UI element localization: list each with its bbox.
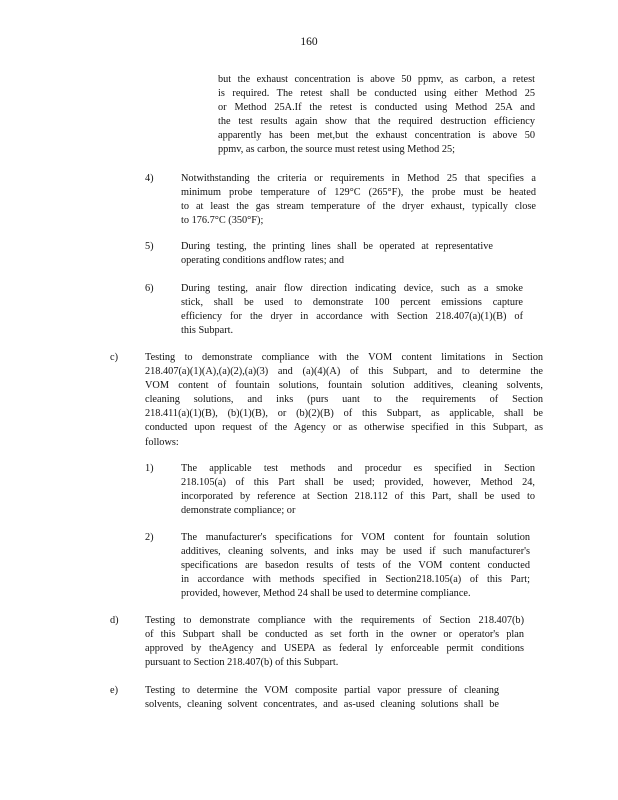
text-line: specifications are basedon results of tests of the VOM content conducted xyxy=(181,560,530,572)
item-paragraph xyxy=(181,531,530,601)
text-line: additives, cleaning solvents, and inks may be used if such manufacturer's xyxy=(181,546,530,558)
text-line: but the exhaust concentration is above 50 ppmv, as carbon, a retest xyxy=(218,74,535,85)
text-line: The applicable test methods and procedur es specified in Section xyxy=(181,463,535,474)
text-line: 218.407(a)(1)(A),(a)(2),(a)(3) and (a)(4)(A) of this Subpart, and to determine the xyxy=(145,366,543,378)
item-label: 5) xyxy=(145,241,154,252)
text-line: operating conditions andflow rates; and xyxy=(181,255,344,267)
item-label: 6) xyxy=(145,283,154,294)
continuation-paragraph xyxy=(218,73,535,158)
item-paragraph xyxy=(181,172,536,228)
item-label: 1) xyxy=(145,463,154,474)
text-line: efficiency for the dryer in accordance with Section 218.407(a)(1)(B) of xyxy=(181,311,523,323)
text-line: During testing, the printing lines shall be operated at representative xyxy=(181,241,493,252)
text-line: or Method 25A.If the retest is conducted using Method 25A and xyxy=(218,102,535,114)
text-line: During testing, anair flow direction indicating device, such as a smoke xyxy=(181,283,523,294)
text-line: minimum probe temperature of 129°C (265°F), the probe must be heated xyxy=(181,187,536,199)
text-line: is required. The retest shall be conducted using either Method 25 xyxy=(218,88,535,100)
text-line: 218.105(a) of this Part shall be used; provided, however, Method 24, xyxy=(181,477,535,489)
item-label: c) xyxy=(110,352,118,363)
item-label: d) xyxy=(110,615,119,626)
text-line: conducted upon request of the Agency or as otherwise specified in this Subpart, as xyxy=(145,422,543,434)
text-line: incorporated by reference at Section 218.112 of this Part, shall be used to xyxy=(181,491,535,503)
text-line: solvents, cleaning solvent concentrates, and as-used cleaning solutions shall be xyxy=(145,699,499,711)
item-paragraph xyxy=(181,240,493,268)
text-line: cleaning solutions, and inks (purs uant to the requirements of Section xyxy=(145,394,543,406)
text-line: stick, shall be used to demonstrate 100 percent emissions capture xyxy=(181,297,523,309)
text-line: follows: xyxy=(145,436,179,448)
text-line: the test results again show that the required destruction efficiency xyxy=(218,116,535,128)
item-paragraph xyxy=(181,282,523,338)
item-label: 2) xyxy=(145,532,154,543)
item-paragraph xyxy=(145,614,524,670)
text-line: pursuant to Section 218.407(b) of this Subpart. xyxy=(145,657,339,669)
text-line: The manufacturer's specifications for VOM content for fountain solution xyxy=(181,532,530,543)
text-line: of this Subpart shall be conducted as set forth in the owner or operator's plan xyxy=(145,629,524,641)
text-line: to at least the gas stream temperature of the dryer exhaust, typically close xyxy=(181,201,536,213)
item-label: 4) xyxy=(145,173,154,184)
text-line: this Subpart. xyxy=(181,325,234,337)
item-paragraph xyxy=(181,462,535,518)
text-line: apparently has been met,but the exhaust concentration is above 50 xyxy=(218,130,535,142)
text-line: VOM content of fountain solutions, fountain solution additives, cleaning solvents, xyxy=(145,380,543,392)
text-line: to 176.7°C (350°F); xyxy=(181,215,264,227)
text-line: Testing to demonstrate compliance with the VOM content limitations in Section xyxy=(145,352,543,363)
text-line: Testing to demonstrate compliance with the requirements of Section 218.407(b) xyxy=(145,615,524,626)
text-line: approved by theAgency and USEPA as federal ly enforceable permit conditions xyxy=(145,643,524,655)
text-line: demonstrate compliance; or xyxy=(181,505,296,517)
text-line: in accordance with methods specified in Section218.105(a) of this Part; xyxy=(181,574,530,586)
item-label: e) xyxy=(110,685,118,696)
item-paragraph xyxy=(145,351,543,450)
text-line: Testing to determine the VOM composite partial vapor pressure of cleaning xyxy=(145,685,499,696)
text-line: provided, however, Method 24 shall be used to determine compliance. xyxy=(181,588,471,600)
text-line: Notwithstanding the criteria or requirements in Method 25 that specifies a xyxy=(181,173,536,184)
item-paragraph xyxy=(145,684,499,712)
page-number: 160 xyxy=(300,36,318,48)
text-line: 218.411(a)(1)(B), (b)(1)(B), or (b)(2)(B) of this Subpart, as applicable, shall be xyxy=(145,408,543,420)
text-line: ppmv, as carbon, the source must retest using Method 25; xyxy=(218,144,455,156)
